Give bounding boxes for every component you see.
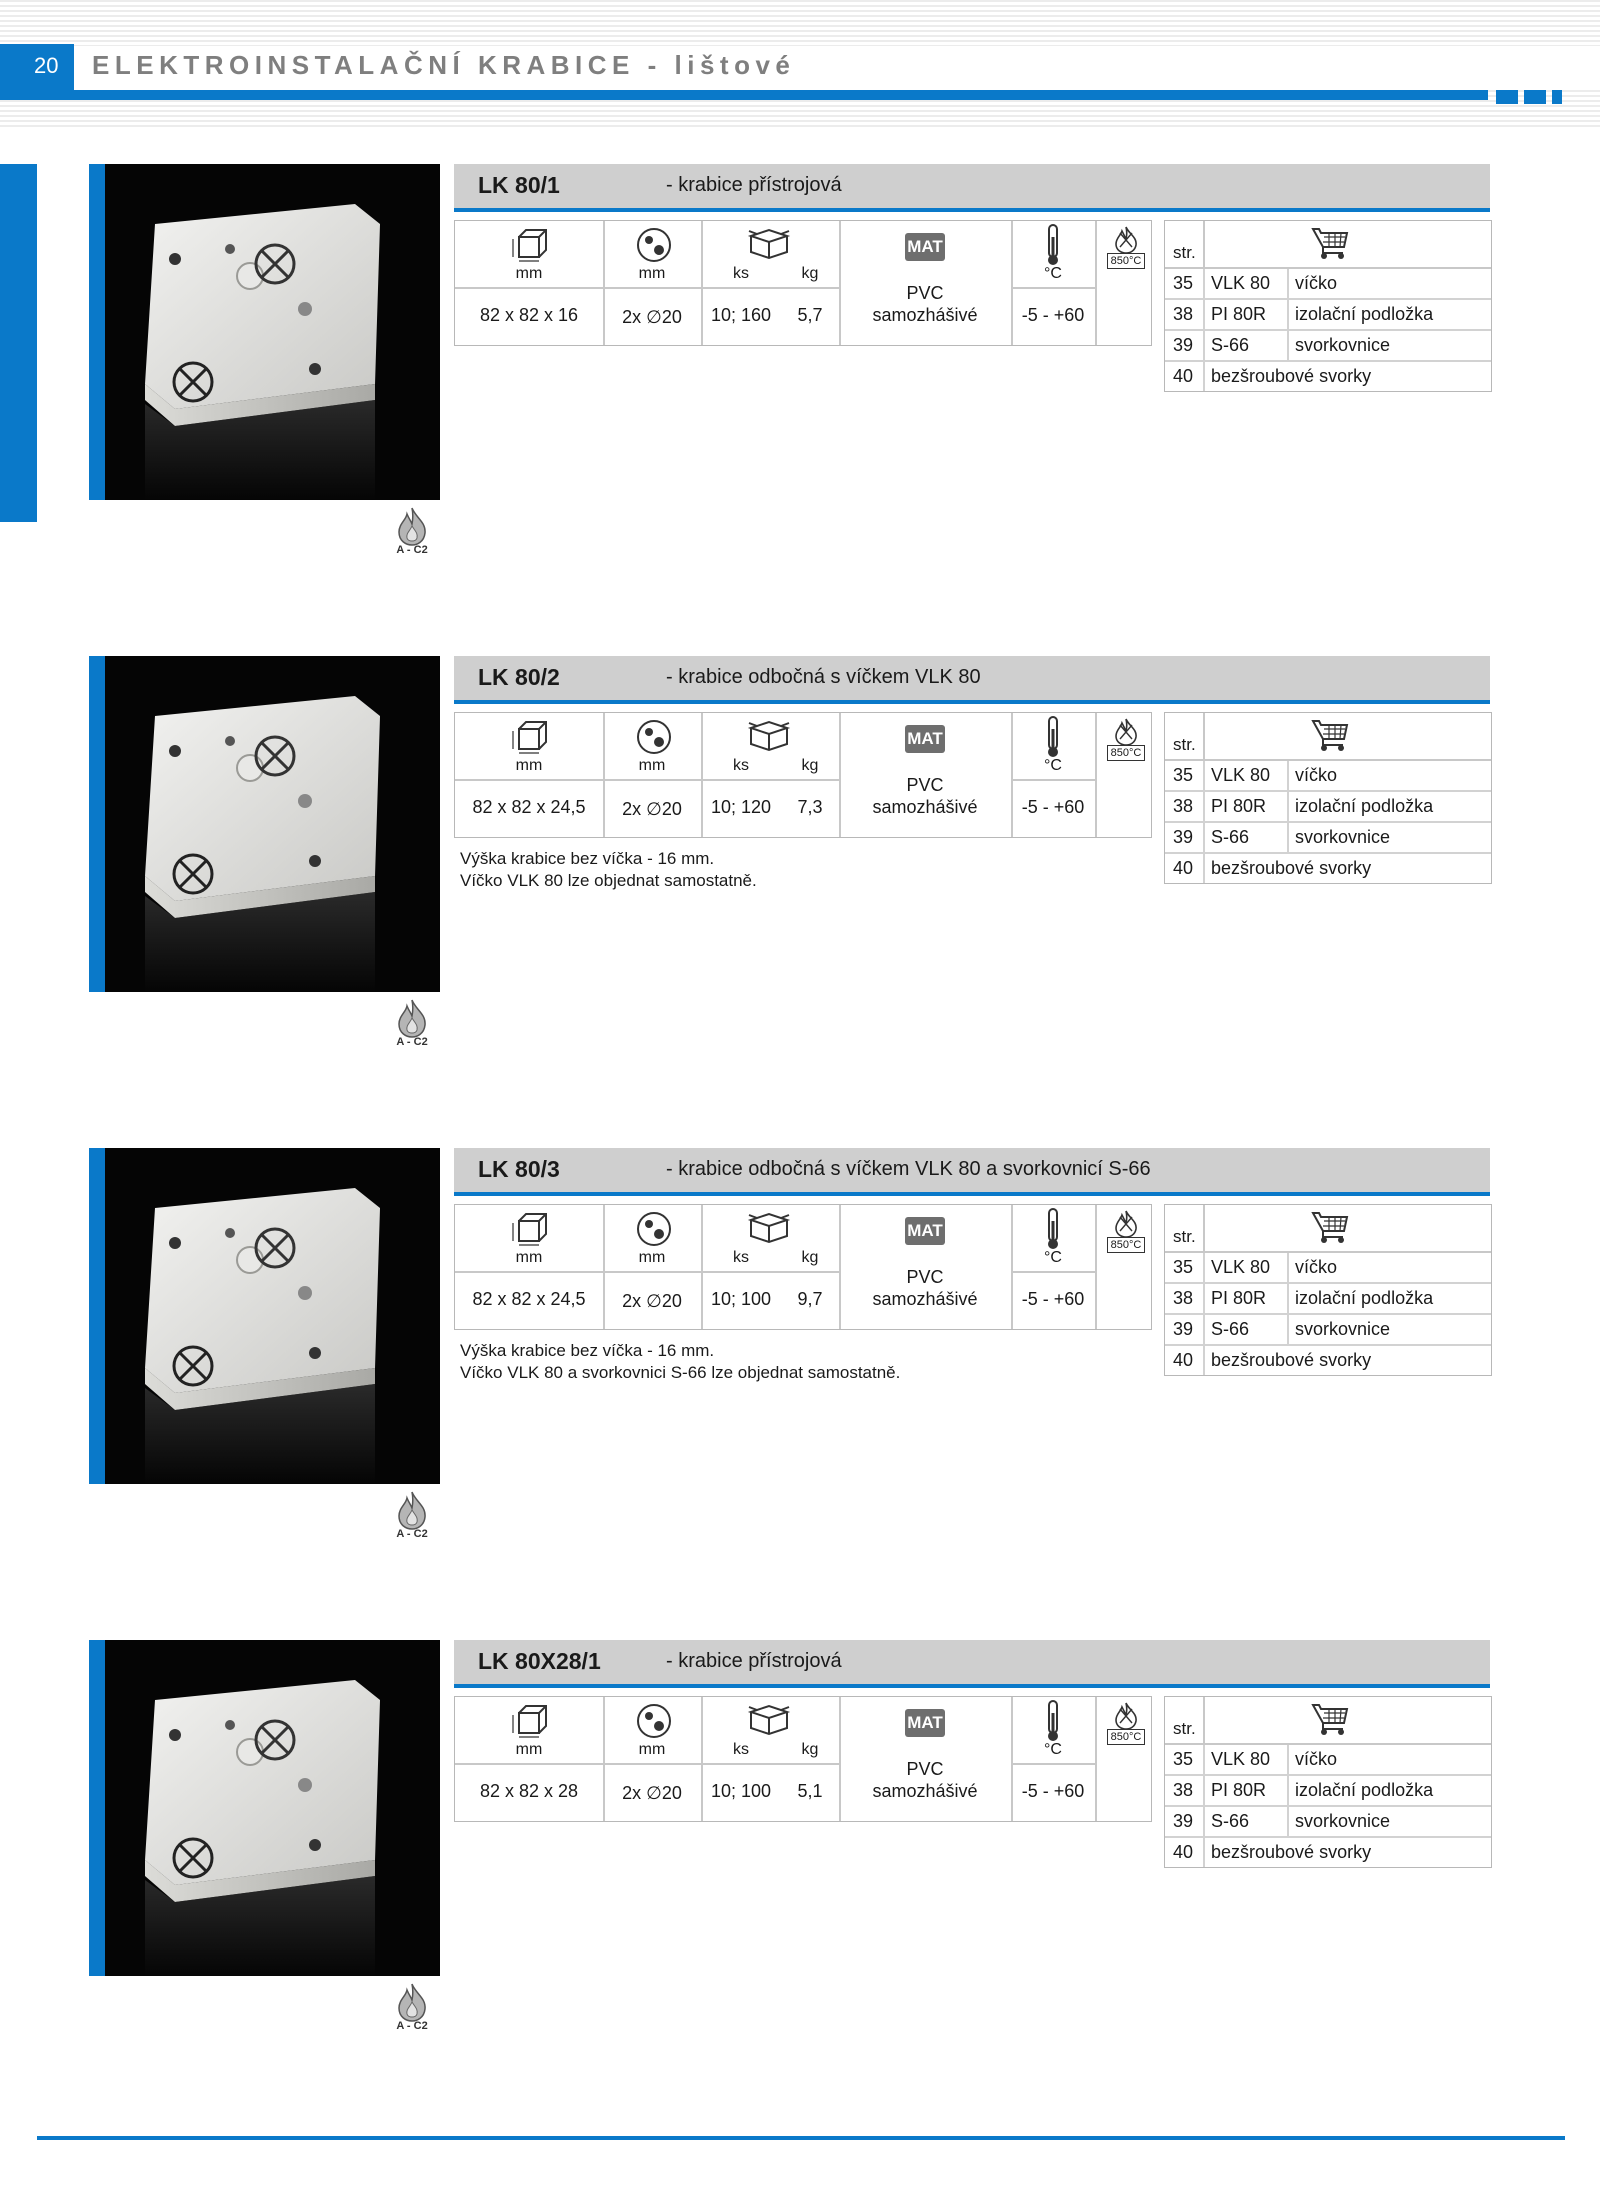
product-code: LK 80/3 [478,1156,560,1182]
accessory-row [1165,761,1491,792]
accessories-divider [1287,1776,1289,1805]
unit-ks: ks [733,757,749,774]
accessory-row [1165,1838,1491,1867]
accessory-page: 39 [1173,1319,1194,1339]
product-description: - krabice odbočná s víčkem VLK 80 [666,666,981,688]
unit-mm: mm [638,757,666,774]
shopping-cart-icon [1311,225,1349,261]
flame-class-label: A - C2 [396,1036,428,1048]
accessory-code: VLK 80 [1211,273,1271,293]
accessory-row [1165,1315,1491,1346]
product-description: - krabice odbočná s víčkem VLK 80 a svorkovnicí S-66 [666,1158,1151,1180]
thermometer-icon [1043,1207,1063,1251]
product-photo [89,656,440,992]
entries-value: 2x ∅20 [622,307,682,327]
str-label: str. [1173,1719,1196,1738]
spec-table [454,220,1152,346]
spec-table [454,1204,1152,1330]
accessories-divider [1287,1253,1289,1282]
pack-value: 10; 100 [710,1289,772,1309]
glow-wire-label: 850°C [1107,253,1145,269]
accessory-page: 35 [1173,273,1194,293]
temperature-value: -5 - +60 [1021,305,1085,325]
glow-wire-label: 850°C [1107,1729,1145,1745]
shopping-cart-icon [1311,717,1349,753]
spec-table [454,712,1152,838]
material-mat-icon: MAT [905,1217,945,1245]
spec-divider [1095,713,1097,837]
accessory-row [1165,1745,1491,1776]
temperature-value: -5 - +60 [1021,1289,1085,1309]
accessory-name: svorkovnice [1295,827,1391,847]
accessory-page: 38 [1173,1288,1194,1308]
accessory-name: svorkovnice [1295,1811,1391,1831]
product-image [105,656,440,992]
shopping-cart-icon [1311,1701,1349,1737]
entries-value: 2x ∅20 [622,1291,682,1311]
accessories-header [1165,221,1491,269]
accessories-header [1165,713,1491,761]
spec-divider [701,1205,703,1329]
accessory-name: izolační podložka [1295,304,1434,324]
accessory-name: bezšroubové svorky [1211,1842,1372,1862]
accessory-page: 39 [1173,335,1194,355]
dimensions-value: 82 x 82 x 24,5 [472,1289,586,1309]
product-note [460,1340,900,1384]
product-title-bar [454,164,1490,212]
thermometer-icon [1043,1699,1063,1743]
accessory-code: VLK 80 [1211,765,1271,785]
header-rule [74,90,1488,100]
accessories-divider [1203,1745,1205,1774]
glow-wire-850-icon [1107,1209,1145,1253]
accessory-name: izolační podložka [1295,1780,1434,1800]
pack-value: 10; 120 [710,797,772,817]
str-label: str. [1173,1227,1196,1246]
spec-divider [455,779,839,781]
accessory-name: bezšroubové svorky [1211,1350,1372,1370]
accessories-divider [1203,1253,1205,1282]
spec-divider [1011,1697,1013,1821]
product-code: LK 80/1 [478,172,560,198]
dimensions-value: 82 x 82 x 16 [479,305,579,325]
spec-divider [455,287,839,289]
product-section [0,164,1600,584]
accessory-row [1165,1807,1491,1838]
header-block [1524,90,1546,104]
flame-class-label: A - C2 [396,544,428,556]
note-line: Výška krabice bez víčka - 16 mm. [460,1341,715,1360]
unit-celsius: °C [1044,265,1062,282]
accessory-row [1165,854,1491,883]
material-mat-icon: MAT [905,233,945,261]
accessory-code: PI 80R [1211,1780,1267,1800]
accessories-rows [1165,1745,1491,1867]
spec-divider [1011,779,1095,781]
accessories-divider [1203,1315,1205,1344]
glow-wire-850-icon [1107,717,1145,761]
cable-entries-icon [636,1211,672,1247]
accessory-row [1165,1346,1491,1375]
accessories-rows [1165,1253,1491,1375]
temperature-value: -5 - +60 [1021,1781,1085,1801]
temperature-value: -5 - +60 [1021,797,1085,817]
flame-class-label: A - C2 [396,1528,428,1540]
product-image [105,1640,440,1976]
product-code: LK 80/2 [478,664,560,690]
product-section [0,1640,1600,2060]
accessory-name: svorkovnice [1295,335,1391,355]
photo-accent-edge [89,1640,105,1976]
accessory-code: PI 80R [1211,1288,1267,1308]
material-value: PVC [906,1267,944,1287]
spec-divider [1095,1205,1097,1329]
product-section [0,656,1600,1076]
dimensions-value: 82 x 82 x 28 [479,1781,579,1801]
accessory-row [1165,792,1491,823]
accessory-name: víčko [1295,1257,1338,1277]
accessory-page: 40 [1173,1842,1194,1862]
spec-table [454,1696,1152,1822]
unit-kg: kg [801,757,819,774]
accessories-divider [1287,300,1289,329]
accessories-divider [1203,331,1205,360]
str-label: str. [1173,243,1196,262]
accessory-name: víčko [1295,273,1338,293]
accessory-code: VLK 80 [1211,1749,1271,1769]
package-box-icon [747,719,791,753]
accessories-divider [1287,792,1289,821]
unit-mm: mm [515,265,543,282]
accessories-divider [1203,300,1205,329]
accessories-divider [1203,761,1205,790]
accessories-divider [1203,1776,1205,1805]
product-code: LK 80X28/1 [478,1648,601,1674]
accessory-row [1165,823,1491,854]
accessory-name: izolační podložka [1295,796,1434,816]
accessory-page: 38 [1173,304,1194,324]
weight-value: 7,3 [797,797,823,817]
photo-accent-edge [89,656,105,992]
accessory-name: izolační podložka [1295,1288,1434,1308]
str-label: str. [1173,735,1196,754]
page-title: ELEKTROINSTALAČNÍ KRABICE - lištové [92,50,796,80]
unit-celsius: °C [1044,1249,1062,1266]
glow-wire-850-icon [1107,225,1145,269]
accessories-divider [1287,1807,1289,1836]
accessories-table [1164,712,1492,884]
material-type-value: samozhášivé [872,305,978,325]
accessories-divider [1203,823,1205,852]
spec-divider [1095,221,1097,345]
accessories-table [1164,1204,1492,1376]
product-note [460,848,757,892]
product-photo [89,1640,440,1976]
shopping-cart-icon [1311,1209,1349,1245]
accessory-name: bezšroubové svorky [1211,858,1372,878]
box-dimensions-icon [511,1703,551,1739]
accessory-code: VLK 80 [1211,1257,1271,1277]
material-value: PVC [906,283,944,303]
accessory-name: víčko [1295,1749,1338,1769]
accessory-row [1165,300,1491,331]
package-box-icon [747,1211,791,1245]
product-description: - krabice přístrojová [666,1650,842,1672]
glow-wire-label: 850°C [1107,1237,1145,1253]
unit-mm: mm [515,1249,543,1266]
footer-rule [37,2136,1565,2140]
material-type-value: samozhášivé [872,797,978,817]
accessories-header [1165,1697,1491,1745]
accessories-divider [1203,1205,1205,1251]
entries-value: 2x ∅20 [622,1783,682,1803]
accessories-divider [1203,1697,1205,1743]
accessory-page: 38 [1173,1780,1194,1800]
accessories-table [1164,220,1492,392]
product-section [0,1148,1600,1568]
product-title-bar [454,1148,1490,1196]
accessory-page: 40 [1173,366,1194,386]
accessories-header [1165,1205,1491,1253]
spec-divider [1011,713,1013,837]
accessory-page: 39 [1173,827,1194,847]
accessories-divider [1287,823,1289,852]
note-line: Víčko VLK 80 lze objednat samostatně. [460,871,757,890]
unit-celsius: °C [1044,1741,1062,1758]
glow-wire-850-icon [1107,1701,1145,1745]
accessories-divider [1203,362,1205,391]
glow-wire-label: 850°C [1107,745,1145,761]
accessory-name: svorkovnice [1295,1319,1391,1339]
photo-accent-edge [89,164,105,500]
accessory-code: PI 80R [1211,796,1267,816]
unit-kg: kg [801,1741,819,1758]
box-dimensions-icon [511,1211,551,1247]
accessories-divider [1287,331,1289,360]
spec-divider [701,713,703,837]
unit-ks: ks [733,1741,749,1758]
spec-divider [455,1763,839,1765]
accessories-divider [1287,1315,1289,1344]
pack-value: 10; 160 [710,305,772,325]
spec-divider [1095,1697,1097,1821]
note-line: Víčko VLK 80 a svorkovnici S-66 lze objednat samostatně. [460,1363,901,1382]
unit-mm: mm [515,757,543,774]
material-value: PVC [906,775,944,795]
material-mat-icon: MAT [905,1709,945,1737]
accessory-row [1165,331,1491,362]
spec-divider [701,1697,703,1821]
accessory-code: S-66 [1211,1811,1250,1831]
photo-accent-edge [89,1148,105,1484]
thermometer-icon [1043,715,1063,759]
spec-divider [1011,1763,1095,1765]
unit-mm: mm [515,1741,543,1758]
accessories-divider [1203,1284,1205,1313]
accessories-divider [1203,1807,1205,1836]
page-number: 20 [0,44,74,100]
accessory-row [1165,1253,1491,1284]
accessory-page: 38 [1173,796,1194,816]
spec-divider [1011,1205,1013,1329]
accessory-row [1165,1284,1491,1315]
note-line: Výška krabice bez víčka - 16 mm. [460,849,715,868]
accessory-page: 35 [1173,1749,1194,1769]
accessories-divider [1203,221,1205,267]
weight-value: 9,7 [797,1289,823,1309]
package-box-icon [747,1703,791,1737]
unit-mm: mm [638,1741,666,1758]
accessories-divider [1287,1284,1289,1313]
cable-entries-icon [636,719,672,755]
accessory-page: 39 [1173,1811,1194,1831]
header-block [1496,90,1518,104]
material-type-value: samozhášivé [872,1781,978,1801]
unit-ks: ks [733,1249,749,1266]
flammability-flame-icon [392,1982,432,2038]
product-title-bar [454,656,1490,704]
entries-value: 2x ∅20 [622,799,682,819]
accessory-page: 40 [1173,1350,1194,1370]
box-dimensions-icon [511,719,551,755]
package-box-icon [747,227,791,261]
accessory-page: 35 [1173,765,1194,785]
accessories-rows [1165,269,1491,391]
accessory-row [1165,269,1491,300]
accessories-divider [1203,1838,1205,1867]
accessories-rows [1165,761,1491,883]
unit-celsius: °C [1044,757,1062,774]
unit-mm: mm [638,1249,666,1266]
cable-entries-icon [636,227,672,263]
material-mat-icon: MAT [905,725,945,753]
weight-value: 5,7 [797,305,823,325]
pack-value: 10; 100 [710,1781,772,1801]
unit-kg: kg [801,1249,819,1266]
material-type-value: samozhášivé [872,1289,978,1309]
unit-ks: ks [733,265,749,282]
accessories-divider [1203,1346,1205,1375]
product-photo [89,1148,440,1484]
accessories-divider [1203,713,1205,759]
accessories-divider [1203,792,1205,821]
accessories-divider [1287,269,1289,298]
product-description: - krabice přístrojová [666,174,842,196]
box-dimensions-icon [511,227,551,263]
accessory-row [1165,1776,1491,1807]
accessories-divider [1203,269,1205,298]
flammability-flame-icon [392,998,432,1054]
accessories-divider [1287,761,1289,790]
product-image [105,1148,440,1484]
accessory-name: víčko [1295,765,1338,785]
spec-divider [1011,221,1013,345]
spec-divider [1011,287,1095,289]
unit-mm: mm [638,265,666,282]
accessories-divider [1203,854,1205,883]
accessory-code: S-66 [1211,1319,1250,1339]
accessory-page: 35 [1173,1257,1194,1277]
product-title-bar [454,1640,1490,1688]
accessory-code: S-66 [1211,335,1250,355]
product-image [105,164,440,500]
weight-value: 5,1 [797,1781,823,1801]
flammability-flame-icon [392,506,432,562]
spec-divider [455,1271,839,1273]
accessory-name: bezšroubové svorky [1211,366,1372,386]
flammability-flame-icon [392,1490,432,1546]
spec-divider [701,221,703,345]
accessory-code: PI 80R [1211,304,1267,324]
header-block [1552,90,1562,104]
cable-entries-icon [636,1703,672,1739]
spec-divider [1011,1271,1095,1273]
dimensions-value: 82 x 82 x 24,5 [472,797,586,817]
unit-kg: kg [801,265,819,282]
accessory-page: 40 [1173,858,1194,878]
material-value: PVC [906,1759,944,1779]
accessories-divider [1287,1745,1289,1774]
product-photo [89,164,440,500]
accessory-row [1165,362,1491,391]
flame-class-label: A - C2 [396,2020,428,2032]
accessory-code: S-66 [1211,827,1250,847]
accessories-table [1164,1696,1492,1868]
thermometer-icon [1043,223,1063,267]
